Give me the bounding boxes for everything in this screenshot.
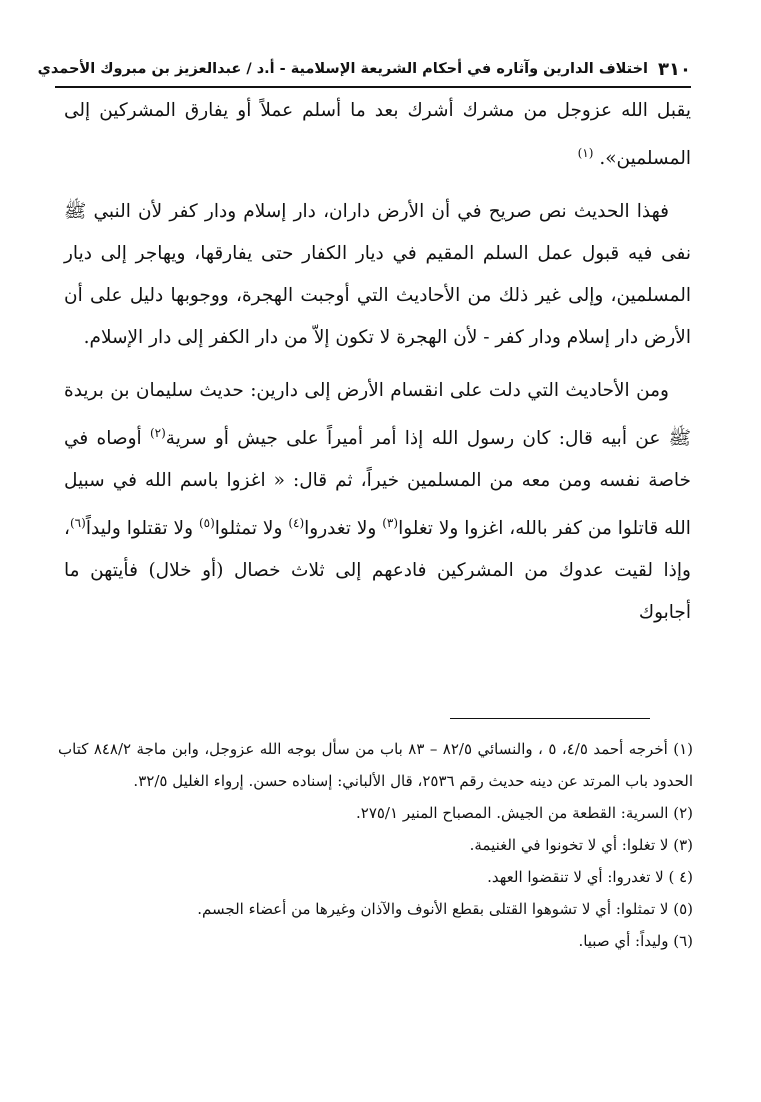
running-title: اختلاف الدارين وآثاره في أحكام الشريعة الإسلامية - أ.د / عبدالعزيز بن مبروك الأحمدي [37, 61, 649, 77]
main-text [64, 90, 691, 645]
footnotes [58, 733, 693, 957]
footnote-ref-1: (١) [577, 146, 594, 160]
footnote-ref-5: (٥) [198, 516, 215, 531]
paragraph-3 [64, 370, 691, 634]
footnote-3: (٣) لا تغلوا: أي لا تخونوا في الغنيمة. [469, 836, 693, 854]
footnote-separator [450, 718, 650, 719]
footnote-ref-2: (٢) [149, 426, 166, 441]
paragraph-3-part-e: ولا تقتلوا وليداً [85, 518, 194, 540]
paragraph-3-part-f: ، وإذا لقيت عدوك من المشركين فادعهم إلى ثلاث خصال (أو خلال) فأيتهن ما أجابوك [64, 518, 691, 624]
footnote-4: (٤ ) لا تغدروا: أي لا تنقضوا العهد. [487, 868, 693, 886]
paragraph-3-part-d: ولا تمثلوا [214, 518, 283, 540]
paragraph-3-part-a: ومن الأحاديث التي دلت على انقسام الأرض إلى دارين: حديث سليمان بن بريدة ﷺ عن أبيه قال: كان رسول الله إذا أمر أميراً على جيش أو سرية [64, 380, 692, 450]
footnote-ref-4: (٤) [288, 516, 305, 531]
paragraph-1 [64, 90, 691, 180]
footnote-1: (١) أخرجه أحمد ٤/٥، ٥ ، والنسائي ٨٢/٥ – ٨٣ باب من سأل بوجه الله عزوجل، وابن ماجة ٨٤٨/٢ كتاب الحدود باب المرتد عن دينه حديث رقم ٢٥٣٦، قال الألباني: إسناده حسن. إرواء الغليل ٣٢/٥. [58, 740, 693, 790]
paragraph-1-text: يقبل الله عزوجل من مشرك أشرك بعد ما أسلم عملاً أو يفارق المشركين إلى المسلمين». [64, 100, 691, 170]
page-number: ٣١٠ [658, 58, 691, 80]
footnote-5: (٥) لا تمثلوا: أي لا تشوهوا القتلى بقطع الأنوف والآذان وغيرها من أعضاء الجسم. [197, 900, 693, 918]
footnote-6: (٦) وليداً: أي صبيا. [578, 932, 693, 950]
footnote-ref-3: (٣) [382, 516, 399, 531]
paragraph-3-part-c: ولا تغدروا [304, 518, 377, 540]
paragraph-2: فهذا الحديث نص صريح في أن الأرض داران، دار إسلام ودار كفر لأن النبي ﷺ نفى فيه قبول عمل السلم المقيم في ديار الكفار حتى يفارقها، ويهاجر إلى ديار المسلمين، وإلى غير ذلك من الأحاديث التي أوجبت الهجرة، ووجوبها دليل على أن الأرض دار إسلام ودار كفر - لأن الهجرة لا تكون إلاّ من دار الكفر إلى دار الإسلام. [64, 201, 691, 349]
footnote-2: (٢) السرية: القطعة من الجيش. المصباح المنير ٢٧٥/١. [355, 804, 693, 822]
footnote-ref-6: (٦) [69, 516, 86, 531]
paragraph-3-part-b: أوصاه في خاصة نفسه ومن معه من المسلمين خيراً، ثم قال: « اغزوا باسم الله في سبيل الله قاتلوا من كفر بالله، اغزوا ولا تغلوا [64, 428, 691, 540]
running-header [37, 52, 691, 88]
